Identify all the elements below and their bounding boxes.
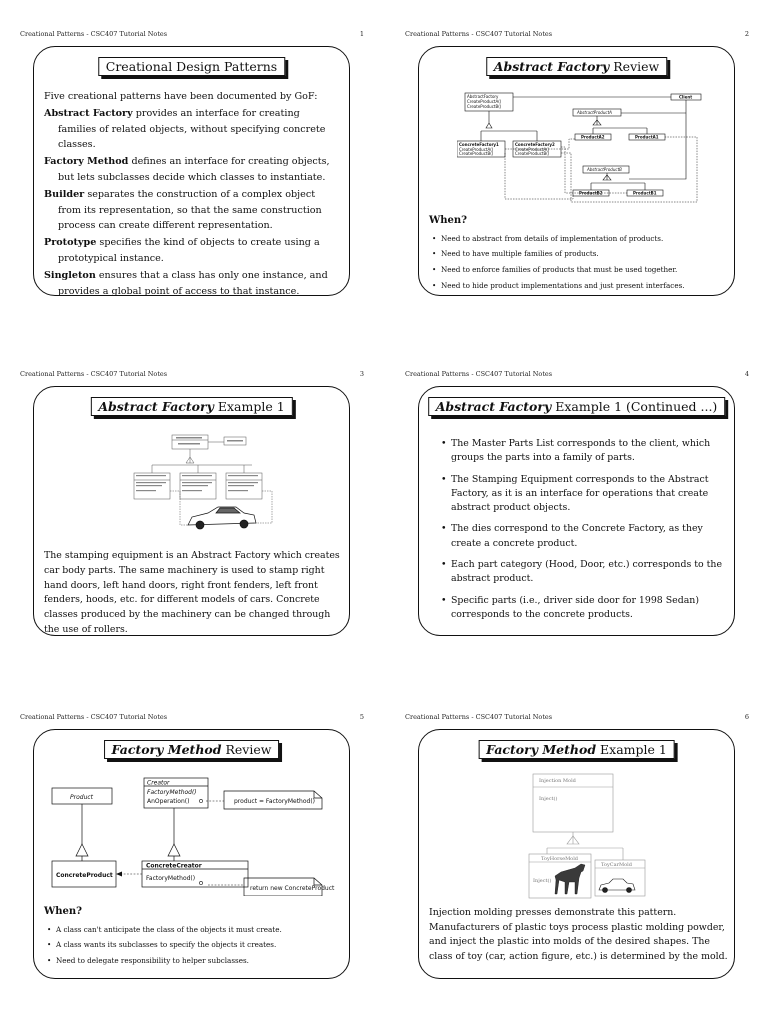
uml-label: ToyHorseMold [541,856,578,862]
uml-label: ToyCarMold [601,862,632,868]
slide-body [429,906,729,964]
slide-title [90,397,292,416]
slide-title [98,57,285,76]
slide-body [44,89,340,300]
pattern-name: Abstract Factory [44,107,133,119]
slide-body [429,213,729,293]
uml-label: AnOperation() [147,798,190,805]
header-text: Creational Patterns - CSC407 Tutorial Notes [20,370,168,378]
bullet-list [429,231,729,293]
bullet-item: • A class wants its subclasses to specify the objects it creates. [56,937,344,953]
page-number: 1 [359,30,364,38]
header-text: Creational Patterns - CSC407 Tutorial Notes [405,713,553,721]
car-image [599,879,635,893]
slide-body [439,437,729,629]
slide-title-rest: Example 1 [596,742,667,757]
page-number: 5 [359,713,364,721]
uml-label: ConcreteProduct [56,872,113,879]
pattern-item [44,106,340,153]
pattern-name: Factory Method [44,156,129,168]
car-image [188,507,256,529]
slide-title-italic: Abstract Factory [493,59,610,74]
slide-title [486,57,668,76]
slide-title [104,740,280,759]
page-number: 2 [744,30,749,38]
bullet-list [44,922,344,969]
uml-label: AbstractProductA [577,110,612,115]
uml-label: Client [679,94,693,100]
slide-title-italic: Factory Method [111,742,222,757]
factory-method-uml-diagram [48,776,348,896]
header-text: Creational Patterns - CSC407 Tutorial Notes [405,30,553,38]
page-1 [0,0,364,320]
header-text: Creational Patterns - CSC407 Tutorial Notes [20,30,168,38]
uml-label: CreateProductA() [467,99,502,104]
page-header [405,713,749,721]
uml-label: ConcreteFactory1 [459,142,499,147]
bullet-list [439,437,729,622]
bullet-item: • A class can't anticipate the class of the objects it must create. [56,922,344,938]
pattern-desc: defines an interface for creating objects, but lets subclasses decide which classes to instantiate. [58,156,330,183]
page-6 [385,683,749,1003]
uml-label: CreateProductB() [459,151,494,156]
slide-frame [418,46,735,296]
page-4 [385,340,749,660]
uml-label: ProductA2 [581,134,605,140]
bullet-item: • Need to abstract from details of implementation of products. [441,231,729,247]
uml-label: Creator [147,779,170,787]
bullet-item: • Each part category (Hood, Door, etc.) corresponds to the abstract product. [451,558,729,587]
page-2 [385,0,749,320]
paragraph-text: The stamping equipment is an Abstract Factory which creates car body parts. The same machinery is used to stamp right hand doors, left hand doors, right front fenders, left front fenders, hoods, etc. for different models of cars. Concrete classes produced by the machinery can be changed through the use of rollers. [44,550,340,635]
uml-label: return new ConcreteProduct [250,885,335,892]
slide-title-italic: Factory Method [486,742,597,757]
bullet-item: • Need to enforce families of products that must be used together. [441,262,729,278]
pattern-desc: specifies the kind of objects to create using a prototypical instance. [58,237,320,264]
bullet-item: • The Stamping Equipment corresponds to the Abstract Factory, as it is an interface for operations that create abstract product objects. [451,473,729,516]
slide-title [428,397,726,416]
stamping-equipment-diagram [132,433,282,533]
slide-frame [418,386,735,636]
slide-title-rest: Example 1 [213,399,285,414]
slide-frame [418,729,735,979]
page-header [20,30,364,38]
pattern-desc: ensures that a class has only one instance, and provides a global point of access to that instance. [58,269,328,297]
slide-body [44,549,344,638]
uml-label: CreateProductA() [459,147,494,152]
slide-frame [33,386,350,636]
bullet-item: • The Master Parts List corresponds to the client, which groups the parts into a family of parts. [451,437,729,466]
header-text: Creational Patterns - CSC407 Tutorial Notes [20,713,168,721]
slide-title-italic: Abstract Factory [435,399,552,414]
when-heading: When? [44,906,82,917]
uml-label: Product [70,794,94,801]
uml-label: Injection Mold [539,778,576,784]
pattern-name: Prototype [44,237,97,249]
header-text: Creational Patterns - CSC407 Tutorial Notes [405,370,553,378]
uml-label: CreateProductB() [467,104,502,109]
slide-frame [33,46,350,296]
uml-label: ProductB2 [579,190,603,196]
bullet-item: • Need to delegate responsibility to helper subclasses. [56,953,344,969]
slide-frame [33,729,350,979]
uml-label: AbstractFactory [467,94,499,99]
pattern-item [44,268,340,300]
page-header [20,370,364,378]
slide-body [44,904,344,969]
page-number: 3 [359,370,364,378]
page-number: 4 [744,370,749,378]
uml-label: product = FactoryMethod() [234,798,316,805]
page-5 [0,683,364,1003]
uml-label: AbstractProductB [587,167,622,172]
pattern-item [44,187,340,234]
uml-label: FactoryMethod() [147,789,197,796]
pattern-name: Builder [44,188,85,200]
uml-label: CreateProductB() [515,151,550,156]
when-heading: When? [429,215,467,226]
uml-label: Inject() [539,796,558,802]
uml-label: FactoryMethod() [146,875,196,882]
injection-mold-diagram [511,772,651,902]
bullet-item: • Specific parts (i.e., driver side door for 1998 Sedan) corresponds to the concrete products. [451,594,729,623]
page-header [20,713,364,721]
uml-label: ProductB1 [633,190,657,196]
uml-label: ConcreteCreator [146,862,202,870]
slide-title-italic: Abstract Factory [98,399,214,414]
pattern-item [44,235,340,267]
pattern-desc: provides an interface for creating families of related objects, without specifying concrete classes. [58,107,326,151]
slide-title-rest: Review [609,59,660,74]
uml-label: ProductA1 [635,134,659,140]
pattern-desc: separates the construction of a complex object from its representation, so that the same construction process can create different representation. [58,188,322,232]
page-header [405,30,749,38]
page-header [405,370,749,378]
uml-label: CreateProductA() [515,147,550,152]
abstract-factory-uml-diagram [457,87,719,207]
pattern-name: Singleton [44,269,96,281]
bullet-item: • The dies correspond to the Concrete Factory, as they create a concrete product. [451,522,729,551]
intro-text: Five creational patterns have been documented by GoF: [44,91,318,102]
slide-title [478,740,675,759]
uml-label: ConcreteFactory2 [515,142,555,147]
slide-title-rest: Review [221,742,272,757]
pattern-item [44,154,340,186]
slide-title-text: Creational Design Patterns [105,59,278,74]
uml-label: Inject() [533,878,552,884]
page-3 [0,340,364,660]
slide-title-rest: Example 1 (Continued ...) [551,399,718,414]
bullet-item: • Need to have multiple families of products. [441,246,729,262]
page-number: 6 [744,713,749,721]
bullet-item: • Need to hide product implementations and just present interfaces. [441,278,729,294]
horse-image [555,864,585,894]
paragraph-text: Injection molding presses demonstrate this pattern. Manufacturers of plastic toys process plastic molding powder, and inject the plastic into molds of the desired shapes. The class of toy (car, action figure, etc.) is determined by the mold. [429,907,728,962]
